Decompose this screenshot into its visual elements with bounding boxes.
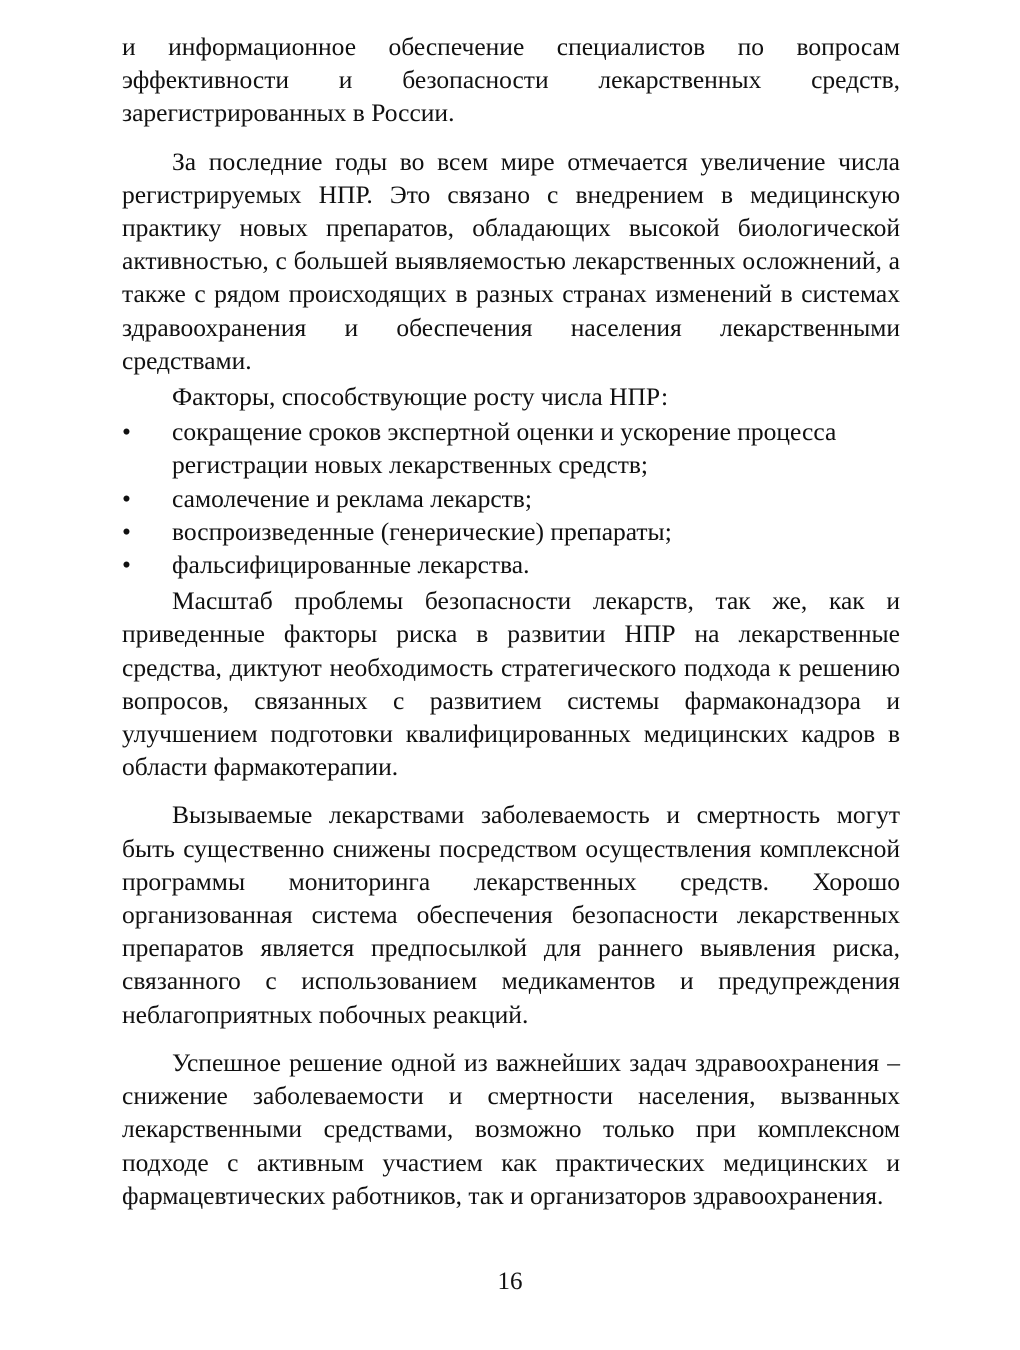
page-number: 16 — [497, 1268, 523, 1295]
list-item-text: воспроизведенные (генерические) препараты; — [172, 516, 672, 546]
bullet-icon: • — [122, 483, 131, 513]
bullet-icon: • — [122, 516, 131, 546]
list-item-text: самолечение и реклама лекарств; — [172, 483, 532, 513]
paragraph-continuation: и информационное обеспечение специалистов по вопросам эффективности и безопасности лекарственных средств, зарегистрированных в России. — [122, 32, 900, 128]
paragraph-factors-intro: Факторы, способствующие росту числа НПР: — [172, 382, 669, 412]
paragraph-conclusion: Успешное решение одной из важнейших задач здравоохранения – снижение заболеваемости и смертности населения, вызванных лекарственными средствами, возможно только при комплексном подходе с активным участием как практических медицинских и фармацевтических работников, так и организаторов здравоохранения. — [122, 1047, 900, 1210]
list-item — [122, 415, 900, 481]
paragraph-problem-scale: Масштаб проблемы безопасности лекарств, так же, как и приведенные факторы риска в развитии НПР на лекарственные средства, диктуют необходимость стратегического подхода к решению вопросов, связанных с развитием системы фармаконадзора и улучшением подготовки квалифицированных медицинских кадров в области фармакотерапии. — [122, 586, 900, 782]
list-item — [122, 515, 900, 548]
factors-list — [122, 415, 900, 581]
list-item-text: сокращение сроков экспертной оценки и ускорение процесса регистрации новых лекарственных средств; — [172, 417, 837, 480]
list-item — [122, 548, 900, 581]
bullet-icon: • — [122, 417, 131, 447]
list-item-text: фальсифицированные лекарства. — [172, 550, 530, 580]
paragraph-npr-growth: За последние годы во всем мире отмечается увеличение числа регистрируемых НПР. Это связано с внедрением в медицинскую практику новых препаратов, обладающих высокой биологической активностью, с большей выявляемостью лекарственных осложнений, а также с рядом происходящих в разных странах изменений в системах здравоохранения и обеспечения населения лекарственными средствами. — [122, 146, 900, 375]
paragraph-monitoring: Вызываемые лекарствами заболеваемость и смертность могут быть существенно снижены посредством осуществления комплексной программы мониторинга лекарственных средств. Хорошо организованная система обеспечения безопасности лекарственных препаратов является предпосылкой для раннего выявления риска, связанного с использованием медикаментов и предупреждения неблагоприятных побочных реакций. — [122, 800, 900, 1029]
bullet-icon: • — [122, 550, 131, 580]
page-body — [122, 30, 900, 1212]
list-item — [122, 482, 900, 515]
